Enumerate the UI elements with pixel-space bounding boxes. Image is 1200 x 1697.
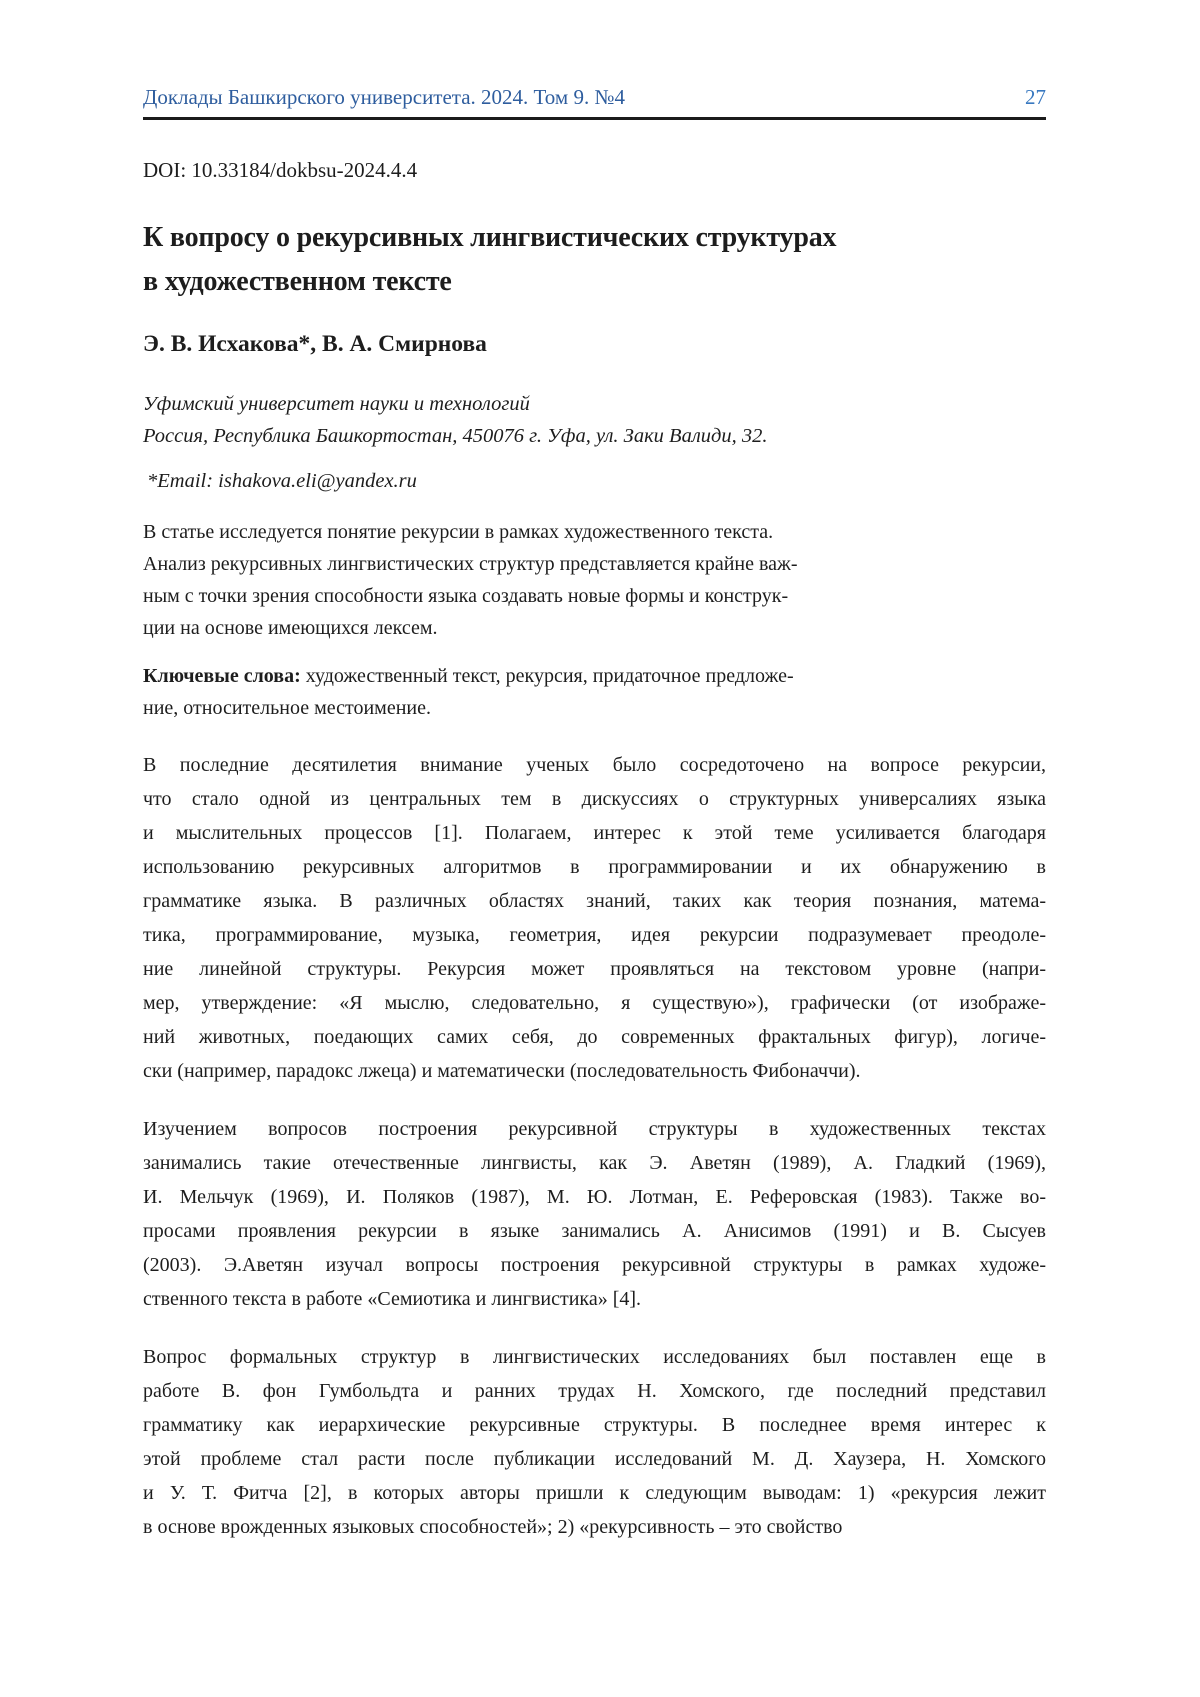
text-line: грамматике языка. В различных областях знаний, таких как теория познания, матема- — [143, 890, 1046, 912]
text-line: (2003). Э.Аветян изучал вопросы построения рекурсивной структуры в рамках художе- — [143, 1254, 1046, 1276]
text-line: работе В. фон Гумбольдта и ранних трудах Н. Хомского, где последний представил — [143, 1380, 1046, 1402]
text-line: Вопрос формальных структур в лингвистических исследованиях был поставлен еще в — [143, 1346, 1046, 1368]
text-line: В статье исследуется понятие рекурсии в рамках художественного текста. — [143, 521, 774, 543]
email-line: *Email: ishakova.eli@yandex.ru — [147, 470, 417, 492]
text-line: мер, утверждение: «Я мыслю, следовательно, я существую»), графически (от изображе- — [143, 992, 1046, 1014]
text-line: в художественном тексте — [143, 266, 452, 297]
body-paragraph-2 — [143, 1112, 1046, 1316]
text-line: ски (например, парадокс лжеца) и математически (последовательность Фибоначчи). — [143, 1060, 861, 1082]
journal-title: Доклады Башкирского университета. 2024. Том 9. №4 — [143, 85, 625, 109]
page-number: 27 — [1025, 85, 1046, 109]
text-line: ственного текста в работе «Семиотика и лингвистика» [4]. — [143, 1288, 642, 1310]
text-line: занимались такие отечественные лингвисты, как Э. Аветян (1989), А. Гладкий (1969), — [143, 1152, 1046, 1174]
text-line: этой проблеме стал расти после публикации исследований М. Д. Хаузера, Н. Хомского — [143, 1448, 1046, 1470]
body-paragraph-3 — [143, 1340, 1046, 1544]
text-line: И. Мельчук (1969), И. Поляков (1987), М. Ю. Лотман, Е. Реферовская (1983). Также во- — [143, 1186, 1046, 1208]
text-line: что стало одной из центральных тем в дискуссиях о структурных универсалиях языка — [143, 788, 1046, 810]
text-line: ние линейной структуры. Рекурсия может проявляться на текстовом уровне (напри- — [143, 958, 1046, 980]
authors-line: Э. В. Исхакова*, В. А. Смирнова — [143, 331, 487, 357]
text-line: и У. Т. Фитча [2], в которых авторы пришли к следующим выводам: 1) «рекурсия лежит — [143, 1482, 1046, 1504]
abstract — [143, 516, 855, 644]
article-title — [143, 216, 1046, 304]
doi-text: DOI: 10.33184/dokbsu-2024.4.4 — [143, 158, 418, 182]
text-line: Изучением вопросов построения рекурсивной структуры в художественных текстах — [143, 1118, 1046, 1140]
text-line: ции на основе имеющихся лексем. — [143, 617, 438, 639]
keywords-line-2: ние, относительное местоимение. — [143, 697, 431, 719]
body-paragraph-1 — [143, 748, 1046, 1088]
text-line: В последние десятилетия внимание ученых было сосредоточено на вопросе рекурсии, — [143, 754, 1046, 776]
affiliation — [143, 388, 1046, 452]
text-line: и мыслительных процессов [1]. Полагаем, интерес к этой теме усиливается благодаря — [143, 822, 1046, 844]
keywords-label: Ключевые слова: — [143, 665, 301, 687]
running-head — [143, 84, 1046, 110]
text-line: Россия, Республика Башкортостан, 450076 г. Уфа, ул. Заки Валиди, 32. — [143, 425, 768, 447]
text-line: Уфимский университет науки и технологий — [143, 393, 530, 415]
text-line: тика, программирование, музыка, геометрия, идея рекурсии подразумевает преодоле- — [143, 924, 1046, 946]
keywords-line-1 — [143, 660, 855, 692]
text-line: ний животных, поедающих самих себя, до современных фрактальных фигур), логиче- — [143, 1026, 1046, 1048]
text-line: К вопросу о рекурсивных лингвистических структурах — [143, 222, 837, 253]
text-line: ным с точки зрения способности языка создавать новые формы и конструк- — [143, 585, 789, 607]
page-content — [143, 0, 1046, 1544]
header-rule — [143, 117, 1046, 120]
text-line: просами проявления рекурсии в языке занимались А. Анисимов (1991) и В. Сысуев — [143, 1220, 1046, 1242]
keywords — [143, 660, 855, 724]
text-line: грамматику как иерархические рекурсивные структуры. В последнее время интерес к — [143, 1414, 1046, 1436]
text-line: Анализ рекурсивных лингвистических структур представляется крайне важ- — [143, 553, 798, 575]
keywords-list: художественный текст, рекурсия, придаточное предложе- — [300, 665, 794, 687]
text-line: в основе врожденных языковых способностей»; 2) «рекурсивность – это свойство — [143, 1516, 843, 1538]
text-line: использованию рекурсивных алгоритмов в программировании и их обнаружению в — [143, 856, 1046, 878]
